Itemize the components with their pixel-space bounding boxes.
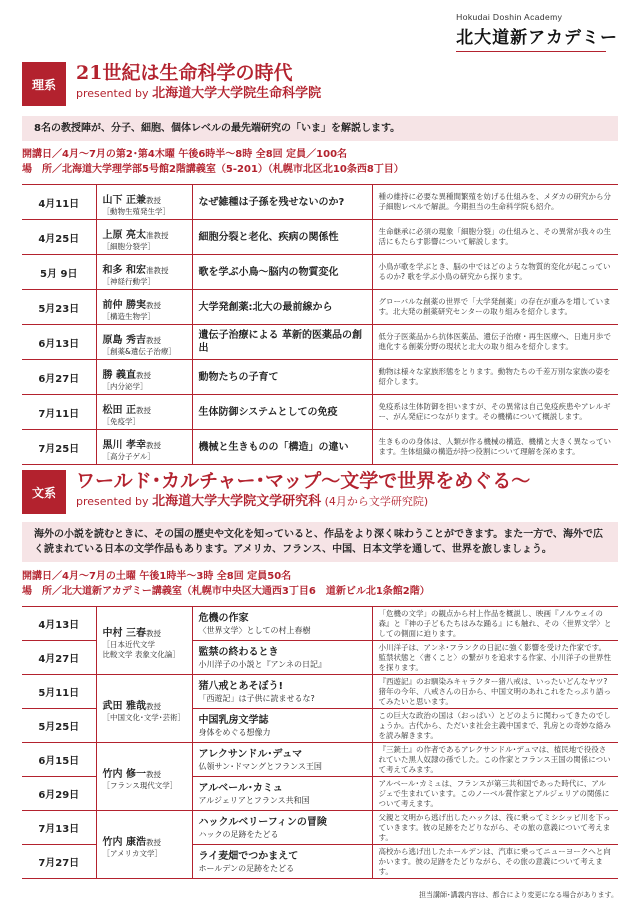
lecturer-name: 松田 正 [102,404,136,416]
lecturer-field-2: 比較文学 表象文化論］ [102,650,180,659]
lecturer-field: ［動物生殖発生学］ [102,206,170,216]
table-row [22,675,618,709]
table-row [22,811,618,845]
sci-presented [76,84,321,104]
lecture-subtitle: 身体をめぐる想像力 [198,727,271,737]
lecture-desc: アルベール･カミュは、フランスが第三共和国であった時代に、アルジェで生まれています。このノーベル賞作家とアルジェリアの関係について考えます。 [372,777,618,811]
lecture-desc: この巨大な政治の国は（おっぱい）とどのように関わってきたのでしょうか。古代から、ただいま社会主義中国まで、乳房との奇妙な絡みを読み解きます。 [372,709,618,743]
lecturer-cell [96,675,192,743]
lecture-subtitle: 〈世界文学〉としての村上春樹 [198,625,311,635]
lecturer-line [103,621,186,640]
lecturer-field: ［日本近代文学 [102,640,155,649]
lecture-desc: 小鳥が歌を学ぶとき、脳の中ではどのような物質的変化が起こっているのか? 歌を学ぶ小鳥の研究から探ります。 [372,255,618,290]
lecture-desc: 動物は様々な家族形態をとります。動物たちの千差万別な家族の姿を紹介します。 [372,360,618,395]
lecture-desc: 父親と文明から逃げ出したハックは、筏に乗ってミシシッピ川を下っていきます。彼の足跡をたどりながら、その旅の意義について考えます。 [372,811,618,845]
lit-presented [76,492,530,512]
lecturer-name: 和多 和宏 [102,264,146,276]
lecturer-line [103,293,186,312]
lecturer-name: 竹内 修一 [102,769,146,780]
brand-rule [456,51,606,52]
sci-venue: 場 所／北海道大学理学部5号館2階講義室（5-201）（札幌市北区北10条西8丁目） [22,164,404,175]
lecture-desc: 生命継承に必須の現象「細胞分裂」の仕組みと、その異常が我々の生活にもたらす影響について解説します。 [372,220,618,255]
table-row [22,360,618,395]
lit-tag: 文系 [22,470,66,514]
lecture-subtitle: 仏領サン･ドマングとフランス王国 [198,761,322,771]
lecture-topic: 細胞分裂と老化、疾病の関係性 [192,220,372,255]
sci-title: 21世紀は生命科学の時代 [76,62,293,84]
lecturer-cell [96,220,192,255]
lecture-date: 7月11日 [22,395,96,430]
table-row [22,185,618,220]
lecturer-rank: 教授 [145,300,161,310]
lecturer-cell [96,430,192,465]
lecturer-cell [96,395,192,430]
lecture-topic: 危機の作家 [198,612,249,624]
lecturer-field: ［フランス現代文学］ [102,781,178,790]
lecture-topic: 大学発創薬:北大の最前線から [192,290,372,325]
lecturer-line [103,762,186,781]
lecture-desc: 『西遊記』のお馴染みキャラクター猪八戒は、いったいどんなヤツ? 猪年の今年、八戒さんの日から、中国文明のあれこれをたっぷり語ってみたいと思います。 [372,675,618,709]
lit-header [22,470,530,514]
lecturer-cell [96,290,192,325]
lecture-subtitle: 小川洋子の小説と『アンネの日記』 [198,659,326,669]
lecture-topic: なぜ雑種は子孫を残せないのか? [192,185,372,220]
lecture-subtitle: ホールデンの足跡をたどる [198,863,295,873]
lecture-desc: 高校から逃げ出したホールデンは、汽車に乗ってニューヨークへと向かいます。彼の足跡をたどりながら、その旅の意義について考えます。 [372,845,618,879]
lecture-topic: 猪八戒とあそぼう! [198,680,284,692]
lecturer-line [103,223,186,242]
lecture-topic: アルベール･カミュ [198,782,283,794]
lecture-subtitle: 「西遊記」は子供に読ませるな? [198,693,315,703]
lecturer-field: ［構造生物学］ [102,311,155,321]
brand [456,12,618,52]
lecturer-line [103,398,186,417]
lecturer-rank: 教授 [135,370,151,380]
lecturer-rank: 准教授 [145,265,169,275]
lecture-topic: 歌を学ぶ小鳥～脳内の物質変化 [192,255,372,290]
lecture-date: 5月25日 [22,709,96,743]
lecture-subtitle: アルジェリアとフランス共和国 [198,795,310,805]
lecture-topic: ハックルベリーフィンの冒険 [198,816,327,828]
lecture-date: 7月13日 [22,811,96,845]
lecture-desc: 低分子医薬品から抗体医薬品、遺伝子治療・再生医療へ、日進月歩で進化する創薬分野の現状と北大の取り組みを紹介します。 [372,325,618,360]
lecturer-name: 黒川 孝幸 [102,439,146,451]
lecture-date: 7月25日 [22,430,96,465]
lecture-topic: 中国乳房文学誌 [198,714,269,726]
lecture-date: 4月27日 [22,641,96,675]
lecture-topic-cell [192,777,372,811]
lecturer-rank: 教授 [145,770,161,779]
lecture-date: 4月13日 [22,607,96,641]
lecturer-cell [96,325,192,360]
table-row [22,607,618,641]
lit-title: ワールド･カルチャー･マップ～文学で世界をめぐる～ [76,470,531,492]
lecturer-field: ［免疫学］ [102,416,140,426]
lecture-topic: 動物たちの子育て [192,360,372,395]
lit-presented-by: presented by [76,495,149,508]
lecturer-name: 中村 三春 [102,628,146,639]
lecture-date: 6月29日 [22,777,96,811]
brand-ja: 北大道新アカデミー [456,28,618,48]
lecturer-name: 原島 秀吉 [102,334,146,346]
lecturer-name: 前仲 勝実 [102,299,146,311]
lecture-topic-cell [192,641,372,675]
lecturer-line [103,258,186,277]
lecture-desc: 「危機の文学」の観点から村上作品を概説し、映画『ノルウェイの森』と『神の子どもたちはみな踊る』にも触れ、その〈世界文学〉としての側面に迫ります。 [372,607,618,641]
lecturer-line [103,188,186,207]
lecture-date: 6月13日 [22,325,96,360]
sci-intro: 8名の教授陣が、分子、細胞、個体レベルの最先端研究の「いま」を解説します。 [22,116,618,141]
lit-intro: 海外の小説を読むときに、その国の歴史や文化を知っていると、作品をより深く味わうことができます。また一方で、海外で広く読まれている日本の文学作品もあります。アメリカ、フランス、中国、日本文学を通して、世界を旅しましょう。 [22,522,618,562]
lecturer-cell [96,255,192,290]
lecturer-field: ［細胞分裂学］ [102,241,155,251]
lecturer-cell [96,185,192,220]
lecture-desc: 小川洋子は、アンネ･フランクの日記に強く影響を受けた作家です。監禁状態と〈書くこと〉の繋がりを追求する作家、小川洋子の世界性を探ります。 [372,641,618,675]
lecturer-rank: 教授 [145,702,161,711]
lecturer-rank: 准教授 [145,230,169,240]
lecture-date: 6月15日 [22,743,96,777]
lecturer-field: ［創薬&遺伝子治療］ [102,346,176,356]
lecturer-line [103,363,186,382]
lecture-desc: 種の維持に必要な異種間繁殖を妨げる仕組みを、メダカの研究から分子細胞レベルで解説。今期担当の生命科学院も紹介。 [372,185,618,220]
sci-schedule: 開講日／4月～7月の第2･第4木曜 午後6時半～8時 全8回 定員／100名 [22,149,348,160]
lecturer-name: 武田 雅哉 [102,701,146,712]
sci-presented-by: presented by [76,87,149,100]
lecturer-rank: 教授 [145,335,161,345]
lecturer-rank: 教授 [145,838,161,847]
lecturer-line [103,694,186,713]
table-row [22,743,618,777]
lecturer-cell [96,360,192,395]
lecturer-line [103,328,186,347]
table-row [22,220,618,255]
lecturer-cell [96,607,192,675]
lecture-date: 5月11日 [22,675,96,709]
table-row [22,395,618,430]
lecturer-field: ［高分子ゲル］ [102,451,155,461]
lecture-topic-cell [192,743,372,777]
lecturer-rank: 教授 [145,440,161,450]
lecture-subtitle: ハックの足跡をたどる [198,829,279,839]
lecturer-rank: 教授 [145,629,161,638]
lecture-date: 4月25日 [22,220,96,255]
lecturer-field: ［神経行動学］ [102,276,155,286]
lecture-topic-cell [192,709,372,743]
lecture-topic: 遺伝子治療による 革新的医薬品の創出 [192,325,372,360]
lecturer-rank: 教授 [135,405,151,415]
lecture-desc: 免疫系は生体防御を担いますが、その異常は自己免疫疾患やアレルギー、がん発症につながります。その機構について概説します。 [372,395,618,430]
lecture-date: 6月27日 [22,360,96,395]
lit-venue: 場 所／北大道新アカデミー講義室（札幌市中央区大通西3丁目6 道新ビル北1条館2階） [22,586,430,597]
lit-org-note: (4月から文学研究院) [324,495,429,508]
lecture-date: 7月27日 [22,845,96,879]
lit-schedule: 開講日／4月～7月の土曜 午後1時半～3時 全8回 定員50名 [22,571,292,582]
sci-table [22,184,618,465]
lecture-desc: 生きものの身体は、人類が作る機械の構造、機構と大きく異なっています。生体組織の構造が持つ役割について理解を深めます。 [372,430,618,465]
sci-org: 北海道大学大学院生命科学院 [152,86,322,101]
lecture-topic: 監禁の終わるとき [198,646,279,658]
lecturer-line [103,433,186,452]
footnote: 担当講師･講義内容は、都合により変更になる場合があります。 [419,891,618,899]
lecturer-name: 上原 亮太 [102,229,146,241]
lecture-topic-cell [192,811,372,845]
lecture-topic-cell [192,845,372,879]
table-row [22,325,618,360]
brand-en: Hokudai Doshin Academy [456,12,563,22]
lecturer-field: ［中国文化･文学･芸術］ [102,713,185,722]
lecturer-line [103,830,186,849]
lecturer-field: ［内分泌学］ [102,381,148,391]
table-row [22,430,618,465]
lecture-topic: 機械と生きものの「構造」の違い [192,430,372,465]
lit-table [22,606,618,879]
lecture-topic-cell [192,675,372,709]
lecture-date: 5月23日 [22,290,96,325]
lecture-date: 4月11日 [22,185,96,220]
table-row [22,290,618,325]
lecturer-cell [96,743,192,811]
sci-header [22,62,321,106]
lecturer-cell [96,811,192,879]
lecturer-field: ［アメリカ文学］ [102,849,162,858]
lit-org: 北海道大学大学院文学研究科 [152,494,322,509]
lecturer-name: 山下 正兼 [102,194,146,206]
lecture-desc: グローバルな創薬の世界で「大学発創薬」の存在が重みを増しています。北大発の創薬研究センターの取り組みを紹介します。 [372,290,618,325]
table-row [22,255,618,290]
sci-tag: 理系 [22,62,66,106]
lecture-desc: 『三銃士』の作者であるアレクサンドル･デュマは、植民地で役役されていた黒人奴隷の孫でした。この作家とフランス王国の関係について考えてみます。 [372,743,618,777]
lecturer-rank: 教授 [145,195,161,205]
lecture-date: 5月 9日 [22,255,96,290]
lecture-topic: 生体防御システムとしての免疫 [192,395,372,430]
lecturer-name: 勝 義直 [102,369,136,381]
lecturer-name: 竹内 康浩 [102,837,146,848]
lecture-topic: アレクサンドル･デュマ [198,748,303,760]
lecture-topic: ライ麦畑でつかまえて [198,850,299,862]
lecture-topic-cell [192,607,372,641]
